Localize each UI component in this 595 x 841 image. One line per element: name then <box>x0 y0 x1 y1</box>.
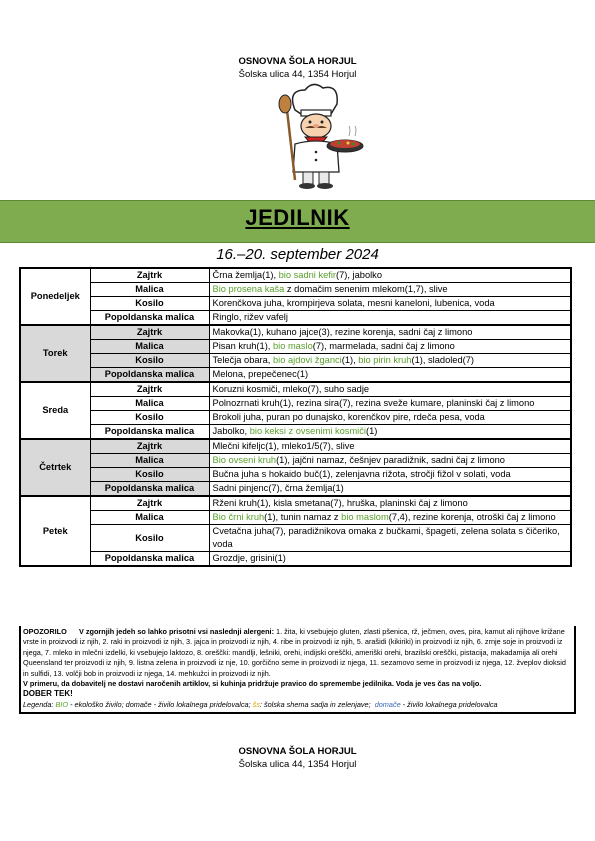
food-cell <box>209 397 571 411</box>
bio-item: Bio črni kruh <box>212 512 265 522</box>
meal-type-cell: Popoldanska malica <box>90 425 209 440</box>
meal-type-cell: Kosilo <box>90 525 209 552</box>
bio-item: bio sadni kefir <box>278 270 337 280</box>
bio-item: bio keksi z ovsenimi kosmiči <box>249 426 366 436</box>
menu-row <box>20 354 571 368</box>
chef-illustration <box>265 80 365 190</box>
day-cell: Četrtek <box>20 439 90 496</box>
food-cell <box>209 525 571 552</box>
food-text: Bučna juha s hokaido buč(1), zelenjavna rižota, stročji fižol v solati, voda <box>212 469 511 479</box>
bio-item: bio maslom <box>341 512 389 522</box>
meal-type-cell: Kosilo <box>90 411 209 425</box>
food-cell <box>209 496 571 511</box>
menu-row <box>20 297 571 311</box>
food-text: Rženi kruh(1), kisla smetana(7), hruška, planinski čaj z limono <box>212 498 468 508</box>
food-text: (7), jabolko <box>336 270 383 280</box>
menu-row <box>20 496 571 511</box>
food-cell <box>209 482 571 497</box>
meal-type-cell: Malica <box>90 340 209 354</box>
menu-row <box>20 425 571 440</box>
bio-item: bio maslo <box>272 341 313 351</box>
food-text: Grozdje, grisini(1) <box>212 553 286 563</box>
footer-address: Šolska ulica 44, 1354 Horjul <box>238 759 357 770</box>
day-cell: Ponedeljek <box>20 268 90 325</box>
page-title: JEDILNIK <box>245 205 350 230</box>
school-name: OSNOVNA ŠOLA HORJUL <box>238 56 357 67</box>
food-text: Pisan kruh(1), <box>212 341 273 351</box>
food-text: (1), sladoled(7) <box>411 355 475 365</box>
legend: Legenda: BIO - ekološko živilo; domače - živilo lokalnega pridelovalca; šs: šolska shema sadja in zelenjave; domače - živilo lokalnega pridelovalca <box>23 699 498 709</box>
meal-type-cell: Popoldanska malica <box>90 552 209 567</box>
food-cell <box>209 511 571 525</box>
legend-ss: šs <box>252 699 260 709</box>
menu-row <box>20 311 571 326</box>
school-header <box>0 55 595 81</box>
food-text: (1), <box>341 355 359 365</box>
menu-row <box>20 382 571 397</box>
food-text: (7), marmelada, sadni čaj z limono <box>312 341 455 351</box>
menu-table <box>19 267 572 567</box>
allergen-warning <box>23 627 572 679</box>
change-note: V primeru, da dobavitelj ne dostavi naročenih artiklov, si kuhinja pridržuje pravico do spremembe jedilnika. Voda je ves čas na voljo. <box>23 679 482 689</box>
meal-type-cell: Kosilo <box>90 468 209 482</box>
food-cell <box>209 325 571 340</box>
day-cell: Torek <box>20 325 90 382</box>
menu-row <box>20 411 571 425</box>
meal-type-cell: Popoldanska malica <box>90 311 209 326</box>
food-cell <box>209 340 571 354</box>
warning-lead: V zgornjih jedeh so lahko prisotni vsi naslednji alergeni: <box>78 627 274 636</box>
food-text: Koruzni kosmiči, mleko(7), suho sadje <box>212 384 370 394</box>
school-footer <box>0 745 595 771</box>
food-text: Melona, prepečenec(1) <box>212 369 309 379</box>
food-cell <box>209 283 571 297</box>
meal-type-cell: Popoldanska malica <box>90 482 209 497</box>
meal-type-cell: Popoldanska malica <box>90 368 209 383</box>
meal-type-cell: Zajtrk <box>90 268 209 283</box>
allergen-list: 1. žita, ki vsebujejo gluten, zlasti pšenica, rž, ječmen, oves, pira, kamut ali njihove križane vrste in proizvodi iz njih, 2. raki in proizvodi iz njih, 3. jajca in proizvodi iz njih, 4. ribe in proizvodi iz njih, 5. arašidi (kikiriki) in proizvodi iz njih, 6. zrnje soje in proizvodi iz njega, 7. mleko in mlečni izdelki, ki vsebujejo laktozo, 8. oreščki: mandlji, lešniki, orehi, indijski oreščki, ameriški orehi, brazilski oreščki, pistacija, makadamija ali orehi Queensland ter proizvodi iz njih, 9. listna zelena in proizvodi iz nje, 10. gorčično seme in proizvodi iz njega, 11. sezamovo seme in proizvodi iz njega, 12. žveplov dioksid in sulfidi, 13. volčji bob in proizvodi iz njega, 14. mehkužci in proizvodi iz njih. <box>23 627 566 678</box>
menu-row <box>20 482 571 497</box>
meal-type-cell: Zajtrk <box>90 439 209 454</box>
bio-item: Bio prosena kaša <box>212 284 285 294</box>
bio-item: bio pirin kruh <box>358 355 412 365</box>
food-text: (1) <box>365 426 378 436</box>
menu-row <box>20 268 571 283</box>
food-cell <box>209 552 571 567</box>
meal-type-cell: Malica <box>90 511 209 525</box>
menu-row <box>20 368 571 383</box>
food-cell <box>209 311 571 326</box>
food-text: Mlečni kifeljc(1), mleko1/5(7), slive <box>212 441 355 451</box>
footer-school-name: OSNOVNA ŠOLA HORJUL <box>238 746 357 757</box>
menu-row <box>20 454 571 468</box>
food-text: z domačim senenim mlekom(1,7), slive <box>284 284 448 294</box>
day-cell: Petek <box>20 496 90 566</box>
meal-type-cell: Zajtrk <box>90 382 209 397</box>
food-cell <box>209 425 571 440</box>
bio-item: Bio ovseni kruh <box>212 455 277 465</box>
meal-type-cell: Malica <box>90 283 209 297</box>
meal-type-cell: Malica <box>90 397 209 411</box>
menu-row <box>20 340 571 354</box>
menu-row <box>20 283 571 297</box>
bon-appetit: DOBER TEK! <box>23 689 73 699</box>
notes-box <box>19 626 576 714</box>
food-text: (1), tunin namaz z <box>264 512 342 522</box>
menu-date: 16.–20. september 2024 <box>216 246 379 263</box>
food-text: (7,4), rezine korenja, otroški čaj z limono <box>388 512 556 522</box>
food-cell <box>209 354 571 368</box>
menu-row <box>20 397 571 411</box>
food-text: Korenčkova juha, krompirjeva solata, mesni kaneloni, lubenica, voda <box>212 298 495 308</box>
food-text: Jabolko, <box>212 426 250 436</box>
food-text: Ringlo, rižev vafelj <box>212 312 288 322</box>
day-cell: Sreda <box>20 382 90 439</box>
menu-row <box>20 511 571 525</box>
menu-row <box>20 325 571 340</box>
warning-title: OPOZORILO <box>23 627 67 636</box>
menu-row <box>20 468 571 482</box>
school-address: Šolska ulica 44, 1354 Horjul <box>238 69 357 80</box>
food-text: Polnozrnati kruh(1), rezina sira(7), rezina sveže kumare, planinski čaj z limono <box>212 398 535 408</box>
food-cell <box>209 368 571 383</box>
menu-row <box>20 552 571 567</box>
food-cell <box>209 468 571 482</box>
legend-bio: BIO <box>55 699 69 709</box>
menu-row <box>20 439 571 454</box>
meal-type-cell: Kosilo <box>90 297 209 311</box>
meal-type-cell: Zajtrk <box>90 325 209 340</box>
food-cell <box>209 439 571 454</box>
food-text: (1), jajčni namaz, češnjev paradižnik, sadni čaj z limono <box>276 455 505 465</box>
food-text: Brokoli juha, puran po dunajsko, korenčkov pire, rdeča pesa, voda <box>212 412 485 422</box>
food-text: Črna žemlja(1), <box>212 270 279 280</box>
meal-type-cell: Zajtrk <box>90 496 209 511</box>
menu-row <box>20 525 571 552</box>
food-text: Telečja obara, <box>212 355 273 365</box>
bio-item: bio ajdovi žganci <box>272 355 342 365</box>
legend-local: domače <box>374 699 401 709</box>
food-text: Sadni pinjenc(7), črna žemlja(1) <box>212 483 344 493</box>
food-cell <box>209 268 571 283</box>
food-cell <box>209 297 571 311</box>
meal-type-cell: Kosilo <box>90 354 209 368</box>
meal-type-cell: Malica <box>90 454 209 468</box>
food-cell <box>209 411 571 425</box>
food-cell <box>209 382 571 397</box>
food-cell <box>209 454 571 468</box>
food-text: Cvetačna juha(7), paradižnikova omaka z bučkami, špageti, zelena solata s čičeriko, voda <box>212 526 560 549</box>
food-text: Makovka(1), kuhano jajce(3), rezine korenja, sadni čaj z limono <box>212 327 473 337</box>
